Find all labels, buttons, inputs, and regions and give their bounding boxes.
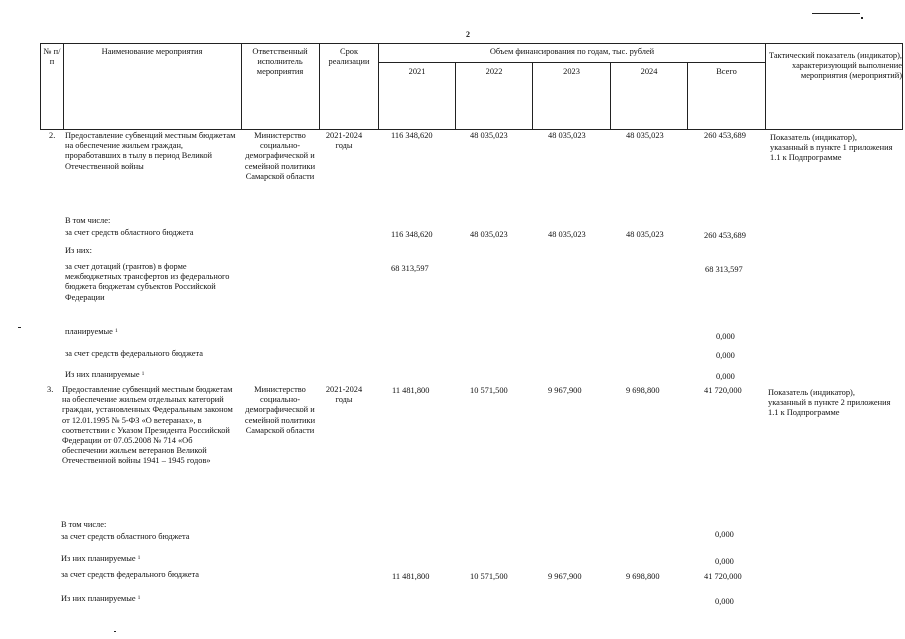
value-total: 260 453,689 [704,131,746,140]
regional-2024: 48 035,023 [626,230,664,239]
federal-planned-total: 0,000 [716,372,735,381]
regional-planned-total: 0,000 [715,557,734,566]
grants-total: 68 313,597 [705,265,743,274]
regional-total: 0,000 [715,530,734,539]
scan-mark [114,631,116,632]
responsible-executor: Министерство социально-демографической и семейной политики Самарской области [244,385,316,435]
federal-planned-label: Из них планируемые $^1$ [61,594,141,603]
federal-total: 0,000 [716,351,735,360]
regional-2022: 48 035,023 [470,230,508,239]
header-indicator: Тактический показатель (индикатор), характеризующий выполнение мероприятия (мероприятий) [768,51,902,81]
header-total: Всего [716,67,737,76]
value-2023: 9 967,900 [548,386,582,395]
federal-2023: 9 967,900 [548,572,582,581]
including-label: В том числе: [61,520,107,529]
federal-planned-label: Из них планируемые $^1$ [65,370,145,379]
header-responsible: Ответственный исполнитель мероприятия [252,47,308,77]
federal-budget-label: за счет средств федерального бюджета [61,570,199,579]
value-2024: 48 035,023 [626,131,664,140]
header-year-2021: 2021 [408,67,426,76]
indicator-text: Показатель (индикатор), указанный в пункте 1 приложения 1.1 к Подпрограмме [770,133,893,163]
header-name: Наименование мероприятия [101,47,203,56]
scan-mark [18,327,21,328]
value-2024: 9 698,800 [626,386,660,395]
grants-2021: 68 313,597 [391,264,429,273]
row-number: 2. [49,131,56,140]
federal-budget-label: за счет средств федерального бюджета [65,349,203,358]
of-them-label: Из них: [65,246,92,255]
row-number: 3. [47,385,54,394]
value-2021: 116 348,620 [391,131,433,140]
regional-total: 260 453,689 [704,231,746,240]
value-2023: 48 035,023 [548,131,586,140]
header-finance: Объем финансирования по годам, тыс. рублей [489,47,655,56]
implementation-term: 2021-2024 годы [325,131,363,151]
activity-name: Предоставление субвенций местным бюджетам на обеспечение жильем граждан, проработавших в тылу в период Великой Отечественной войны [65,131,236,171]
indicator-text: Показатель (индикатор), указанный в пункте 2 приложения 1.1 к Подпрограмме [768,388,891,418]
value-2022: 10 571,500 [470,386,508,395]
value-2021: 11 481,800 [392,386,430,395]
federal-planned-total: 0,000 [715,597,734,606]
grants-label: за счет дотаций (грантов) в форме межбюджетных трансфертов из федерального бюджета бюджетам субъектов Российской Федерации [65,262,230,302]
value-2022: 48 035,023 [470,131,508,140]
scan-mark [812,13,860,14]
regional-budget-label: за счет средств областного бюджета [65,228,194,237]
federal-2021: 11 481,800 [392,572,430,581]
responsible-executor: Министерство социально-демографической и семейной политики Самарской области [244,131,316,181]
regional-2023: 48 035,023 [548,230,586,239]
regional-planned-label: Из них планируемые $^1$ [61,554,141,563]
federal-2024: 9 698,800 [626,572,660,581]
implementation-term: 2021-2024 годы [325,385,363,405]
federal-2022: 10 571,500 [470,572,508,581]
header-year-2023: 2023 [563,67,580,76]
header-year-2022: 2022 [485,67,503,76]
planned-total: 0,000 [716,332,735,341]
regional-2021: 116 348,620 [391,230,433,239]
planned-label: планируемые $^1$ [65,327,118,336]
scan-mark [861,17,863,19]
header-year-2024: 2024 [640,67,658,76]
value-total: 41 720,000 [704,386,742,395]
header-num: № п/п [43,47,61,67]
page-number: 2 [466,30,470,39]
header-term: Срок реализации [328,47,370,67]
including-label: В том числе: [65,216,111,225]
activity-name: Предоставление субвенций местным бюджетам на обеспечение жильем отдельных категорий граждан, установленных Федеральным законом от 12.01.1995 № 5-ФЗ «О ветеранах», в соответствии с Указом Президента Российской Федерации от 07.05.2008 № 714 «Об обеспечении жильем ветеранов Великой Отечественной войны 1941 – 1945 годов» [62,385,233,466]
regional-budget-label: за счет средств областного бюджета [61,532,190,541]
federal-total: 41 720,000 [704,572,742,581]
